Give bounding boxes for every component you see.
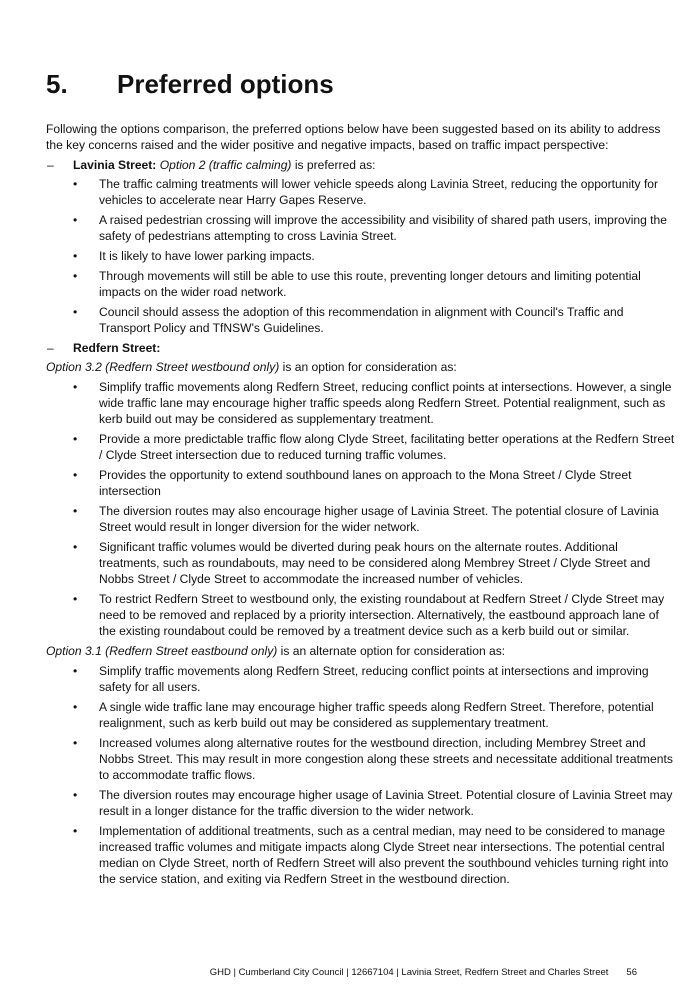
bullet-marker: • bbox=[73, 700, 78, 714]
lavinia-option-name: Option 2 (traffic calming) bbox=[159, 158, 292, 172]
bullet-marker: • bbox=[73, 540, 78, 554]
list-item bbox=[46, 823, 676, 887]
list-item bbox=[46, 304, 676, 336]
bullet-marker: • bbox=[73, 788, 78, 802]
list-item bbox=[46, 212, 676, 244]
intro-paragraph: Following the options comparison, the preferred options below have been suggested based on its ability to address the key concerns raised and the wider positive and negative impacts, based on traffic impact perspective: bbox=[46, 122, 661, 152]
list-item bbox=[46, 379, 676, 427]
list-item bbox=[46, 268, 676, 300]
bullet-marker: • bbox=[73, 432, 78, 446]
list-item bbox=[46, 735, 676, 783]
list-item-text: Council should assess the adoption of this recommendation in alignment with Council's Traffic and Transport Policy and TfNSW's Guidelines. bbox=[99, 305, 624, 335]
list-item-text: The diversion routes may also encourage higher usage of Lavinia Street. The potential closure of Lavinia Street would result in longer diversion for the wider network. bbox=[99, 504, 659, 534]
option-3-2-intro bbox=[46, 359, 676, 375]
list-item-text: Simplify traffic movements along Redfern Street, reducing conflict points at intersections and improving safety for all users. bbox=[99, 664, 649, 694]
page-footer bbox=[0, 967, 637, 979]
list-item-text: A raised pedestrian crossing will improve the accessibility and visibility of shared path users, improving the safety of pedestrians attempting to cross Lavinia Street. bbox=[99, 213, 667, 243]
list-item-text: Provides the opportunity to extend southbound lanes on approach to the Mona Street / Clyde Street intersection bbox=[99, 468, 632, 498]
section-heading bbox=[46, 68, 334, 100]
list-item bbox=[46, 591, 676, 639]
bullet-marker: • bbox=[73, 213, 78, 227]
bullet-marker: • bbox=[73, 468, 78, 482]
bullet-marker: • bbox=[73, 249, 78, 263]
list-item-text: The traffic calming treatments will lower vehicle speeds along Lavinia Street, reducing the opportunity for vehicles to accelerate near Harry Gapes Reserve. bbox=[99, 177, 659, 207]
list-item bbox=[46, 539, 676, 587]
lavinia-street-label: Lavinia Street: bbox=[73, 158, 157, 172]
bullet-marker: • bbox=[73, 177, 78, 191]
bullet-marker: • bbox=[73, 305, 78, 319]
list-item-text: Increased volumes along alternative routes for the westbound direction, including Membrey Street and Nobbs Street. This may result in more congestion along these streets and necessitate additional treatments to accommodate traffic flows. bbox=[99, 736, 673, 782]
option-3-1-suffix: is an alternate option for consideration as: bbox=[277, 644, 506, 658]
dash-marker: – bbox=[47, 341, 54, 355]
page-number: 56 bbox=[626, 967, 637, 978]
bullet-marker: • bbox=[73, 380, 78, 394]
bullet-marker: • bbox=[73, 504, 78, 518]
lavinia-street-item bbox=[46, 157, 676, 173]
list-item bbox=[46, 503, 676, 535]
list-item-text: It is likely to have lower parking impacts. bbox=[99, 249, 315, 263]
footer-text: GHD | Cumberland City Council | 12667104 | Lavinia Street, Redfern Street and Charles Street bbox=[209, 967, 609, 978]
list-item bbox=[46, 431, 676, 463]
list-item-text: Through movements will still be able to use this route, preventing longer detours and limiting potential impacts on the wider road network. bbox=[99, 269, 641, 299]
redfern-street-item bbox=[46, 340, 676, 356]
bullet-marker: • bbox=[73, 664, 78, 678]
option-3-2-suffix: is an option for consideration as: bbox=[279, 360, 457, 374]
dash-marker: – bbox=[47, 158, 54, 172]
option-3-2-name: Option 3.2 (Redfern Street westbound only) bbox=[46, 360, 280, 374]
section-number: 5. bbox=[46, 69, 68, 99]
list-item-text: Provide a more predictable traffic flow along Clyde Street, facilitating better operations at the Redfern Street / Clyde Street intersection due to reduced turning traffic volumes. bbox=[99, 432, 675, 462]
option-3-2-bullet-list bbox=[46, 379, 676, 639]
list-item-text: Simplify traffic movements along Redfern Street, reducing conflict points at intersections. However, a single wide traffic lane may encourage higher traffic speeds along Redfern Street. Potential realignment, such as kerb build out may be considered as supplementary treatment. bbox=[99, 380, 672, 426]
list-item bbox=[46, 467, 676, 499]
list-item bbox=[46, 699, 676, 731]
list-item bbox=[46, 663, 676, 695]
list-item-text: To restrict Redfern Street to westbound only, the existing roundabout at Redfern Street / Clyde Street may need to be removed and replaced by a priority intersection. Alternatively, the eastbound approach lane of the existing roundabout could be removed by a treatment device such as a kerb build out or similar. bbox=[99, 592, 665, 638]
redfern-street-label: Redfern Street: bbox=[73, 341, 161, 355]
option-3-1-bullet-list bbox=[46, 663, 676, 887]
list-item-text: Implementation of additional treatments, such as a central median, may need to be considered to manage increased traffic volumes and mitigate impacts along Clyde Street near intersections. The potential central median on Clyde Street, north of Redfern Street will also prevent the southbound vehicles turning right into the service station, and exiting via Redfern Street in the westbound direction. bbox=[99, 824, 669, 886]
list-item-text: A single wide traffic lane may encourage higher traffic speeds along Redfern Street. Therefore, potential realignment, such as kerb build out may be considered as supplementary treatment. bbox=[99, 700, 654, 730]
bullet-marker: • bbox=[73, 824, 78, 838]
bullet-marker: • bbox=[73, 269, 78, 283]
list-item-text: Significant traffic volumes would be diverted during peak hours on the alternate routes. Additional treatments, such as roundabouts, may need to be considered along Membrey Street / Clyde Street and Nobbs Street / Clyde Street to accommodate the increased number of vehicles. bbox=[99, 540, 651, 586]
section-title: Preferred options bbox=[117, 69, 334, 99]
section-body bbox=[46, 121, 676, 891]
option-3-1-intro bbox=[46, 643, 676, 659]
lavinia-bullet-list bbox=[46, 176, 676, 336]
list-item bbox=[46, 176, 676, 208]
list-item-text: The diversion routes may encourage higher usage of Lavinia Street. Potential closure of Lavinia Street may result in a longer distance for the traffic diversion to the wider network. bbox=[99, 788, 673, 818]
bullet-marker: • bbox=[73, 592, 78, 606]
bullet-marker: • bbox=[73, 736, 78, 750]
list-item bbox=[46, 248, 676, 264]
lavinia-option-suffix: is preferred as: bbox=[291, 158, 376, 172]
option-3-1-name: Option 3.1 (Redfern Street eastbound only) bbox=[46, 644, 278, 658]
list-item bbox=[46, 787, 676, 819]
